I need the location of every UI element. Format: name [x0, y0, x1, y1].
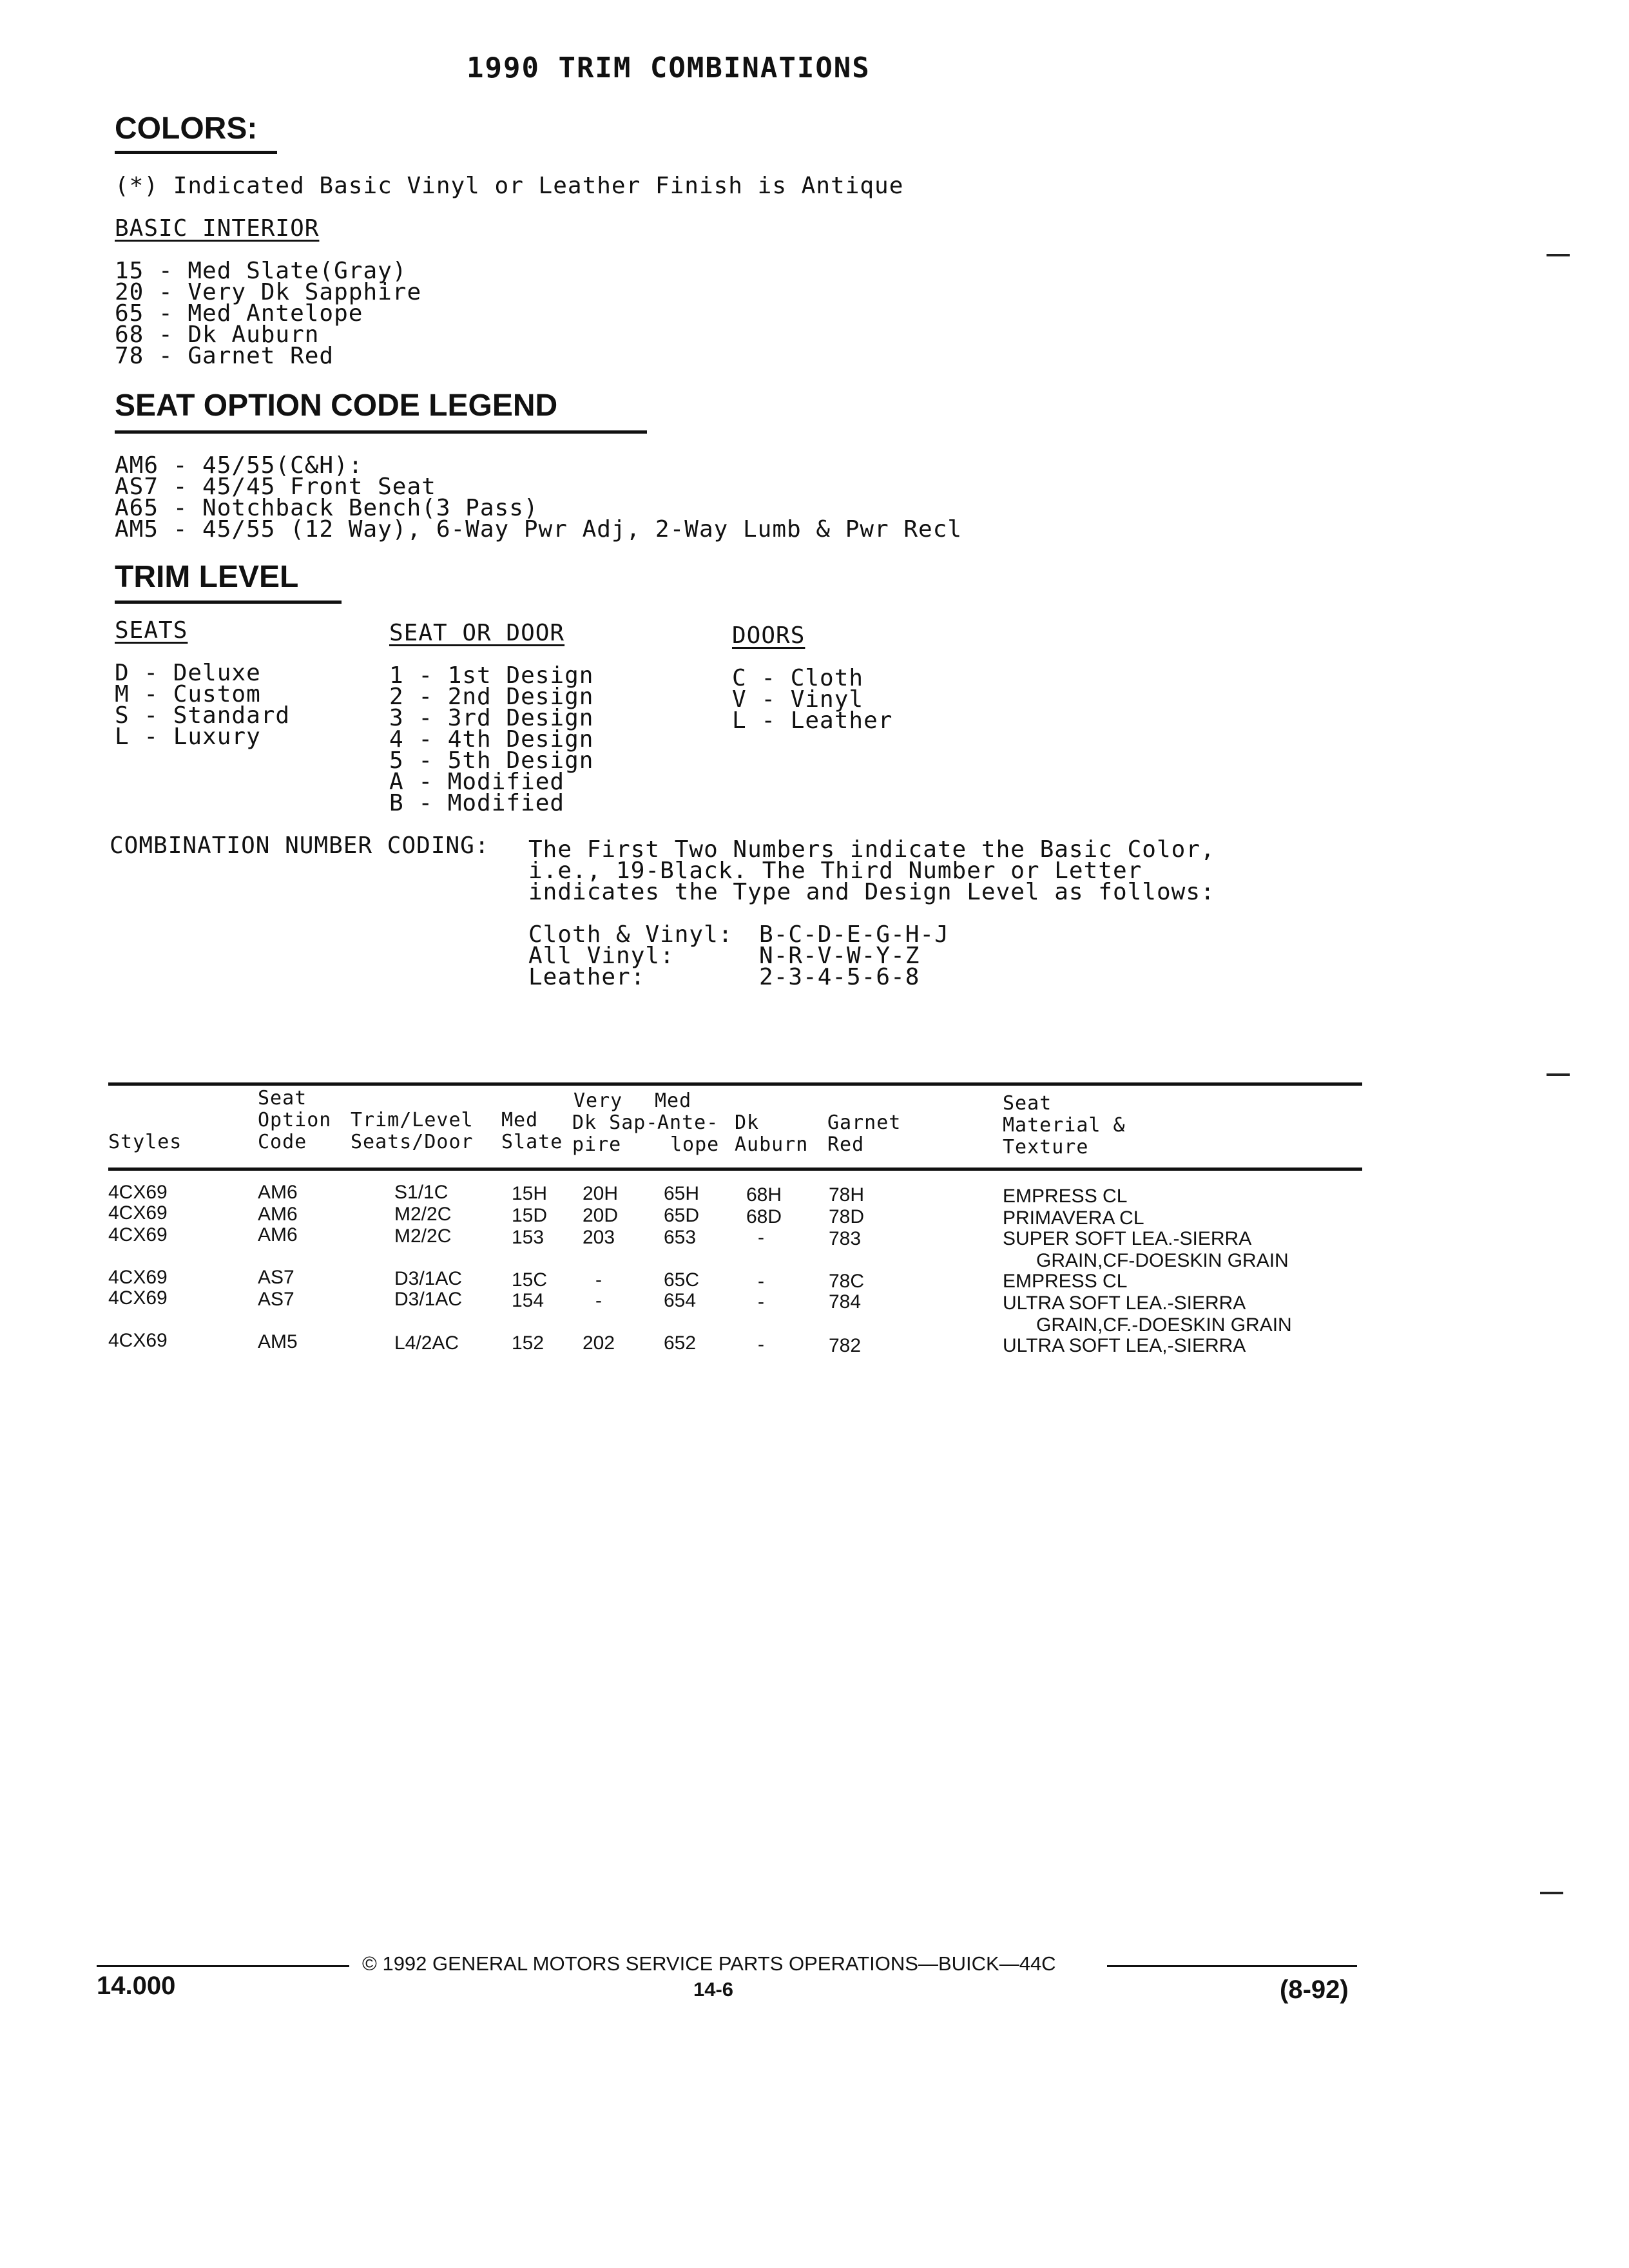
material-line: EMPRESS CL	[1003, 1186, 1128, 1207]
seats-list	[115, 660, 291, 750]
cell-antelope: 654	[664, 1290, 697, 1311]
footer-page-number: 14-6	[693, 1978, 734, 2001]
coding-type-row	[528, 966, 949, 988]
header-med-slate	[501, 1110, 563, 1153]
footer-copyright: © 1992 GENERAL MOTORS SERVICE PARTS OPERATIONS—BUICK—44C	[362, 1952, 1056, 1975]
seat-legend-item: AS7 - 45/45 Front Seat	[115, 474, 436, 500]
material-line: PRIMAVERA CL	[1003, 1207, 1144, 1229]
seat-or-door-list	[389, 662, 594, 816]
trim-level-heading: TRIM LEVEL	[115, 560, 299, 594]
cell-code: AM5	[258, 1331, 298, 1352]
material-line: EMPRESS CL	[1003, 1271, 1128, 1292]
cell-garnet: 782	[829, 1335, 862, 1356]
header-line: Auburn	[735, 1133, 809, 1156]
header-dk-auburn	[735, 1112, 808, 1156]
coding-text-line: The First Two Numbers indicate the Basic Color,	[528, 836, 1215, 863]
table-top-rule	[108, 1082, 1362, 1086]
header-line: Dk Sap-	[572, 1111, 659, 1134]
material-line: SUPER SOFT LEA.-SIERRA	[1003, 1228, 1252, 1249]
footer-date: (8-92)	[1280, 1975, 1349, 2004]
seat-or-door-item: 3 - 3rd Design	[389, 705, 594, 731]
material-line: ULTRA SOFT LEA,-SIERRA	[1003, 1335, 1246, 1356]
cell-style: 4CX69	[108, 1330, 168, 1351]
cell-garnet: 784	[829, 1291, 862, 1312]
coding-text-line: indicates the Type and Design Level as follows:	[528, 879, 1215, 905]
table-header-rule	[108, 1168, 1362, 1171]
footer-section-number: 14.000	[97, 1972, 176, 2000]
cell-auburn: -	[758, 1271, 764, 1292]
seat-legend-rule	[115, 430, 647, 434]
coding-type-codes: N-R-V-W-Y-Z	[759, 943, 920, 969]
cell-sapphire: 202	[583, 1332, 615, 1354]
cell-code: AS7	[258, 1267, 294, 1288]
colors-note: (*) Indicated Basic Vinyl or Leather Finish is Antique	[115, 173, 904, 199]
coding-text-line: i.e., 19-Black. The Third Number or Letter	[528, 858, 1142, 884]
cell-material	[1003, 1335, 1246, 1357]
cell-auburn: 68H	[746, 1184, 782, 1206]
seat-or-door-item: 4 - 4th Design	[389, 726, 594, 753]
cell-sapphire: 20H	[583, 1183, 619, 1204]
footer-rule-left	[97, 1965, 349, 1967]
header-line: Garnet	[827, 1111, 901, 1134]
seat-or-door-item: B - Modified	[389, 790, 565, 816]
doors-heading: DOORS	[732, 622, 805, 649]
cell-trim: M2/2C	[394, 1204, 452, 1225]
cell-garnet: 783	[829, 1228, 862, 1249]
cell-sapphire: -	[595, 1290, 602, 1311]
header-line: lope	[670, 1133, 720, 1156]
cell-slate: 15H	[512, 1183, 548, 1204]
doors-item: C - Cloth	[732, 665, 864, 691]
color-item: 15 - Med Slate(Gray)	[115, 258, 407, 284]
cell-style: 4CX69	[108, 1267, 168, 1288]
seat-legend-heading: SEAT OPTION CODE LEGEND	[115, 389, 558, 423]
cell-garnet: 78H	[829, 1184, 865, 1206]
header-line: Red	[827, 1133, 865, 1156]
cell-code: AM6	[258, 1224, 298, 1245]
seat-or-door-item: A - Modified	[389, 769, 565, 795]
seat-legend-item: A65 - Notchback Bench(3 Pass)	[115, 495, 539, 521]
cell-garnet: 78D	[829, 1206, 865, 1227]
color-item: 68 - Dk Auburn	[115, 322, 320, 348]
header-line: Med	[501, 1109, 539, 1131]
cell-code: AM6	[258, 1182, 298, 1203]
coding-type-label: Leather:	[528, 964, 646, 990]
header-med-antelope	[651, 1090, 719, 1156]
header-line: Option	[258, 1109, 332, 1131]
cell-garnet: 78C	[829, 1271, 865, 1292]
seats-heading: SEATS	[115, 617, 188, 644]
cell-material	[1003, 1186, 1127, 1207]
header-line: Ante-	[657, 1111, 719, 1134]
header-very-dk-sapphire	[572, 1090, 658, 1156]
coding-types	[528, 921, 949, 990]
cell-trim: D3/1AC	[394, 1268, 463, 1289]
seats-item: L - Luxury	[115, 724, 261, 750]
cell-trim: L4/2AC	[394, 1332, 459, 1354]
seat-legend-item: AM5 - 45/55 (12 Way), 6-Way Pwr Adj, 2-Way Lumb & Pwr Recl	[115, 516, 963, 543]
material-line: GRAIN,CF-DOESKIN GRAIN	[1036, 1250, 1289, 1271]
cell-style: 4CX69	[108, 1182, 168, 1203]
header-line: Material &	[1003, 1114, 1126, 1137]
cell-trim: M2/2C	[394, 1225, 452, 1247]
material-line: ULTRA SOFT LEA.-SIERRA	[1003, 1293, 1246, 1314]
cell-material	[1003, 1293, 1292, 1336]
cell-slate: 152	[512, 1332, 545, 1354]
seat-or-door-heading: SEAT OR DOOR	[389, 620, 565, 646]
header-material	[1003, 1093, 1126, 1158]
cell-slate: 154	[512, 1290, 545, 1311]
header-styles: Styles	[108, 1131, 182, 1153]
cell-sapphire: -	[595, 1269, 602, 1291]
margin-mark	[1547, 254, 1570, 256]
doors-item: L - Leather	[732, 707, 893, 734]
cell-style: 4CX69	[108, 1202, 168, 1224]
header-garnet-red	[827, 1112, 901, 1156]
page-title: 1990 TRIM COMBINATIONS	[467, 52, 871, 84]
basic-interior-heading: BASIC INTERIOR	[115, 215, 320, 242]
colors-heading: COLORS:	[115, 111, 258, 146]
cell-material	[1003, 1271, 1127, 1293]
cell-code: AS7	[258, 1289, 294, 1310]
cell-antelope: 65C	[664, 1269, 700, 1291]
seat-or-door-item: 1 - 1st Design	[389, 662, 594, 689]
cell-slate: 15C	[512, 1269, 548, 1291]
cell-slate: 15D	[512, 1205, 548, 1226]
margin-mark	[1540, 1892, 1563, 1894]
coding-type-label: Cloth & Vinyl:	[528, 921, 733, 948]
color-item: 65 - Med Antelope	[115, 300, 363, 327]
seat-or-door-item: 5 - 5th Design	[389, 747, 594, 774]
cell-material	[1003, 1207, 1144, 1229]
cell-slate: 153	[512, 1227, 545, 1248]
header-line: pire	[572, 1133, 622, 1156]
cell-antelope: 653	[664, 1227, 697, 1248]
cell-antelope: 65H	[664, 1183, 700, 1204]
header-line: Code	[258, 1131, 307, 1153]
cell-trim: D3/1AC	[394, 1289, 463, 1310]
cell-antelope: 652	[664, 1332, 697, 1354]
header-seat-option-code	[258, 1088, 331, 1153]
header-line: Very	[574, 1090, 623, 1112]
coding-label: COMBINATION NUMBER CODING:	[110, 832, 490, 859]
color-item: 20 - Very Dk Sapphire	[115, 279, 422, 305]
color-item: 78 - Garnet Red	[115, 343, 334, 369]
margin-mark	[1547, 1073, 1570, 1076]
seats-item: D - Deluxe	[115, 660, 261, 686]
footer-rule-right	[1107, 1965, 1357, 1967]
header-line: Seats/Door	[351, 1131, 474, 1153]
coding-type-codes: B-C-D-E-G-H-J	[759, 921, 949, 948]
coding-type-codes: 2-3-4-5-6-8	[759, 964, 920, 990]
doors-item: V - Vinyl	[732, 686, 864, 713]
seats-item: S - Standard	[115, 702, 291, 729]
coding-text	[528, 836, 1215, 905]
cell-antelope: 65D	[664, 1205, 700, 1226]
material-line: GRAIN,CF.-DOESKIN GRAIN	[1036, 1314, 1292, 1336]
cell-material	[1003, 1228, 1289, 1272]
cell-auburn: -	[758, 1334, 764, 1355]
cell-auburn: -	[758, 1227, 764, 1248]
seat-or-door-item: 2 - 2nd Design	[389, 684, 594, 710]
coding-type-label: All Vinyl:	[528, 943, 675, 969]
cell-sapphire: 20D	[583, 1205, 619, 1226]
cell-sapphire: 203	[583, 1227, 615, 1248]
header-line: Dk	[735, 1111, 760, 1134]
header-line: Texture	[1003, 1136, 1089, 1158]
cell-style: 4CX69	[108, 1224, 168, 1245]
cell-style: 4CX69	[108, 1287, 168, 1309]
doors-list	[732, 665, 893, 734]
header-line: Seat	[1003, 1092, 1052, 1115]
seat-legend-list	[115, 452, 963, 543]
header-trim-level	[351, 1110, 474, 1153]
cell-trim: S1/1C	[394, 1182, 448, 1203]
header-line: Seat	[258, 1087, 307, 1110]
cell-auburn: -	[758, 1291, 764, 1312]
header-line: Slate	[501, 1131, 563, 1153]
seat-legend-item: AM6 - 45/55(C&H):	[115, 452, 363, 479]
cell-code: AM6	[258, 1204, 298, 1225]
cell-auburn: 68D	[746, 1206, 782, 1227]
header-line: Med	[655, 1090, 692, 1112]
color-list	[115, 260, 421, 367]
trim-level-rule	[115, 601, 342, 604]
colors-heading-rule	[115, 151, 277, 154]
seats-item: M - Custom	[115, 681, 261, 707]
header-line: Trim/Level	[351, 1109, 474, 1131]
